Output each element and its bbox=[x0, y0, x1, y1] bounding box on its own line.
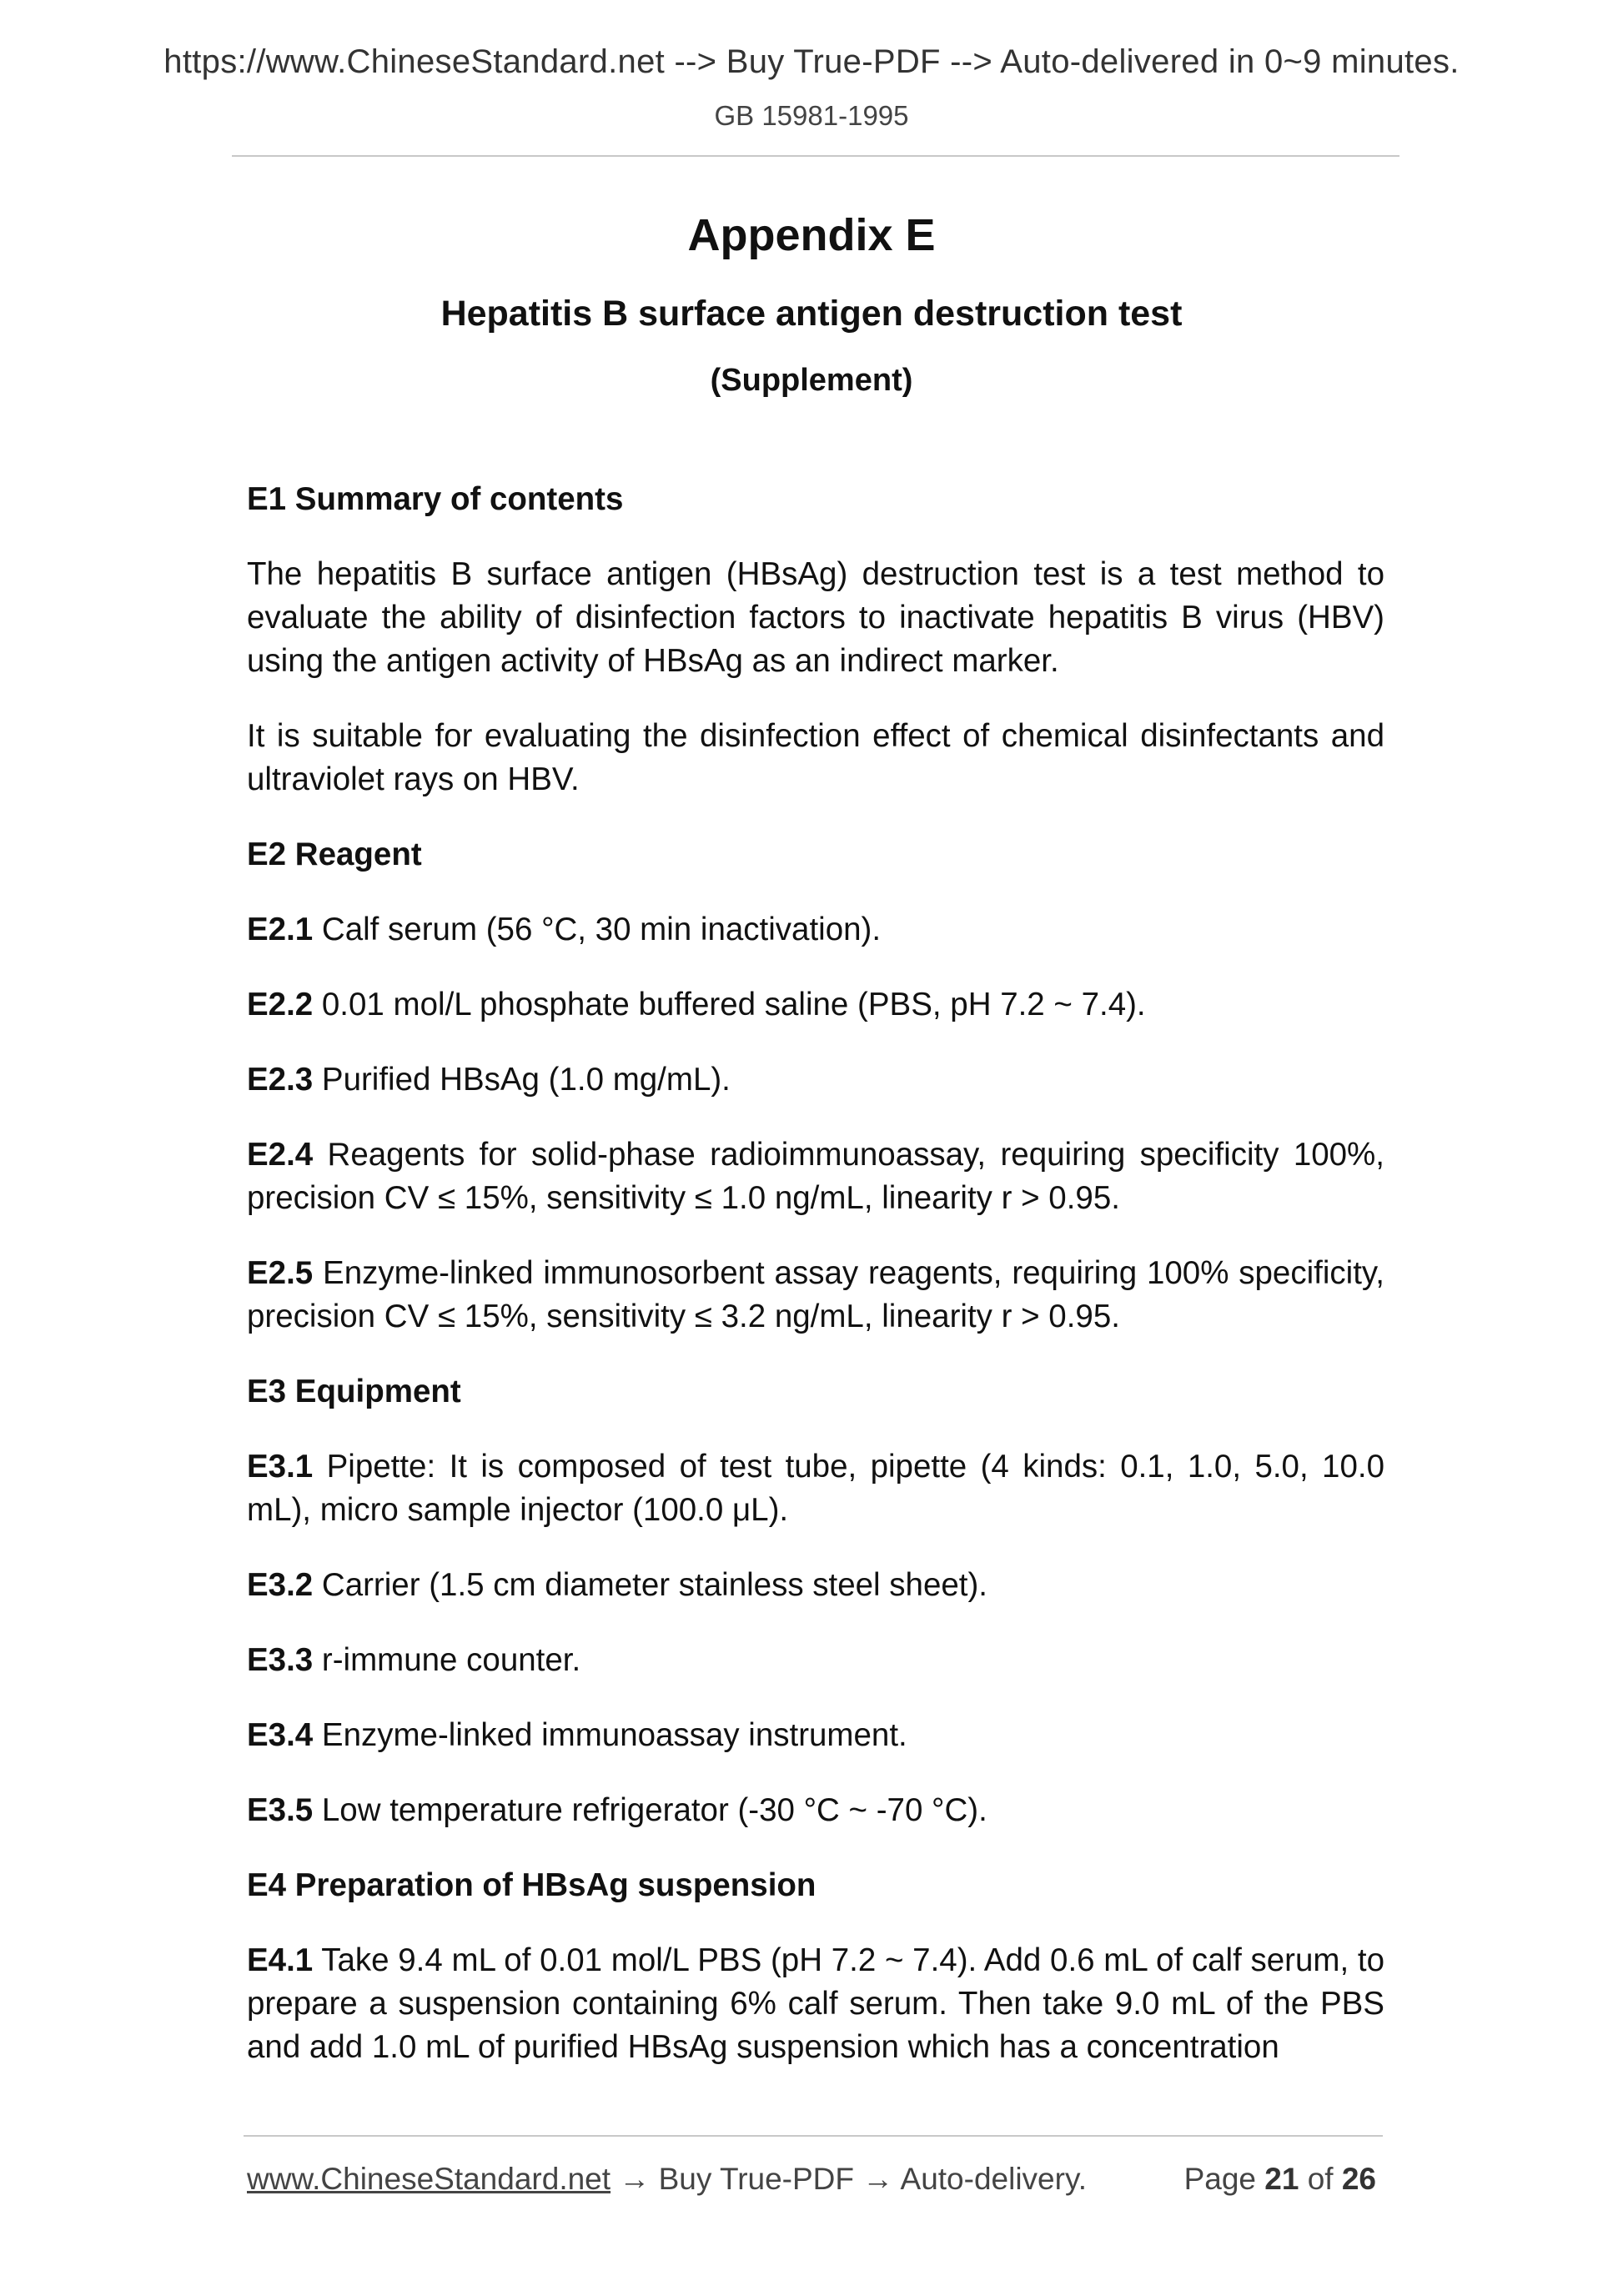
clause-text: Reagents for solid-phase radioimmunoassay, requiring specificity 100%, precision CV ≤ 15%, sensitivity ≤ 1.0 ng/mL, linearity r > 0.95. bbox=[247, 1137, 1384, 1216]
section-heading-e4: E4 Preparation of HBsAg suspension bbox=[247, 1867, 817, 1903]
clause-text: Purified HBsAg (1.0 mg/mL). bbox=[313, 1062, 731, 1098]
page-indicator bbox=[1184, 2158, 1376, 2200]
footer-tagline: → Buy True-PDF → Auto-delivery. bbox=[611, 2162, 1087, 2196]
appendix-subtitle: Hepatitis B surface antigen destruction test bbox=[440, 294, 1183, 334]
clause-e3-1 bbox=[247, 1445, 1384, 1532]
document-body bbox=[247, 478, 1384, 2101]
section-heading-e1: E1 Summary of contents bbox=[247, 481, 624, 517]
section-heading-e2: E2 Reagent bbox=[247, 837, 422, 872]
clause-number: E3.1 bbox=[247, 1449, 314, 1485]
clause-e2-4 bbox=[247, 1133, 1384, 1220]
page-footer bbox=[247, 2158, 1384, 2200]
clause-e2-3 bbox=[247, 1058, 1384, 1102]
appendix-note: (Supplement) bbox=[710, 363, 913, 398]
footer-site-link[interactable]: www.ChineseStandard.net bbox=[247, 2162, 611, 2196]
section-heading-e3: E3 Equipment bbox=[247, 1374, 461, 1409]
clause-e3-3 bbox=[247, 1639, 1384, 1682]
current-page-number: 21 bbox=[1264, 2162, 1299, 2196]
footer-divider bbox=[244, 2135, 1383, 2137]
clause-number: E3.4 bbox=[247, 1717, 314, 1753]
clause-number: E2.3 bbox=[247, 1062, 314, 1098]
clause-text: r-immune counter. bbox=[313, 1642, 581, 1678]
clause-number: E2.2 bbox=[247, 987, 314, 1022]
appendix-title: Appendix E bbox=[687, 210, 936, 260]
clause-text: Calf serum (56 °C, 30 min inactivation). bbox=[313, 912, 882, 947]
clause-text: Carrier (1.5 cm diameter stainless steel sheet). bbox=[313, 1567, 987, 1603]
clause-e2-2 bbox=[247, 983, 1384, 1027]
paragraph-e1-summary: The hepatitis B surface antigen (HBsAg) destruction test is a test method to evaluate the ability of disinfection factors to inactivate hepatitis B virus (HBV) using the antigen activity of HBsAg as an indirect marker. bbox=[247, 556, 1384, 679]
clause-e2-1 bbox=[247, 908, 1384, 952]
clause-text: Pipette: It is composed of test tube, pipette (4 kinds: 0.1, 1.0, 5.0, 10.0 mL), micro sample injector (100.0 μL). bbox=[247, 1449, 1384, 1528]
clause-e4-1 bbox=[247, 1939, 1384, 2069]
clause-text: Enzyme-linked immunoassay instrument. bbox=[313, 1717, 907, 1753]
clause-number: E3.2 bbox=[247, 1567, 314, 1603]
clause-e3-5 bbox=[247, 1789, 1384, 1832]
clause-text: Enzyme-linked immunosorbent assay reagents, requiring 100% specificity, precision CV ≤ 15%, sensitivity ≤ 3.2 ng/mL, linearity r > 0.95. bbox=[247, 1255, 1384, 1334]
header-divider bbox=[232, 155, 1399, 157]
clause-text: Low temperature refrigerator (-30 °C ~ -70 °C). bbox=[313, 1792, 987, 1828]
clause-text: 0.01 mol/L phosphate buffered saline (PBS, pH 7.2 ~ 7.4). bbox=[313, 987, 1146, 1022]
clause-number: E2.5 bbox=[247, 1255, 314, 1291]
standard-code: GB 15981-1995 bbox=[714, 100, 909, 131]
title-block bbox=[0, 205, 1623, 402]
clause-number: E3.5 bbox=[247, 1792, 314, 1828]
clause-number: E3.3 bbox=[247, 1642, 314, 1678]
clause-number: E2.4 bbox=[247, 1137, 314, 1173]
clause-e3-4 bbox=[247, 1714, 1384, 1757]
clause-text: Take 9.4 mL of 0.01 mol/L PBS (pH 7.2 ~ 7.4). Add 0.6 mL of calf serum, to prepare a suspension containing 6% calf serum. Then take 9.0 mL of the PBS and add 1.0 mL of purified HBsAg suspension which has a concentration bbox=[247, 1942, 1384, 2065]
clause-number: E2.1 bbox=[247, 912, 314, 947]
clause-number: E4.1 bbox=[247, 1942, 314, 1978]
total-pages-number: 26 bbox=[1341, 2162, 1376, 2196]
source-banner[interactable]: https://www.ChineseStandard.net --> Buy True-PDF --> Auto-delivered in 0~9 minutes. bbox=[163, 43, 1460, 80]
clause-e3-2 bbox=[247, 1564, 1384, 1607]
paragraph-e1-scope: It is suitable for evaluating the disinfection effect of chemical disinfectants and ultraviolet rays on HBV. bbox=[247, 718, 1384, 797]
of-word: of bbox=[1299, 2162, 1342, 2196]
page-word: Page bbox=[1183, 2162, 1265, 2196]
clause-e2-5 bbox=[247, 1252, 1384, 1339]
